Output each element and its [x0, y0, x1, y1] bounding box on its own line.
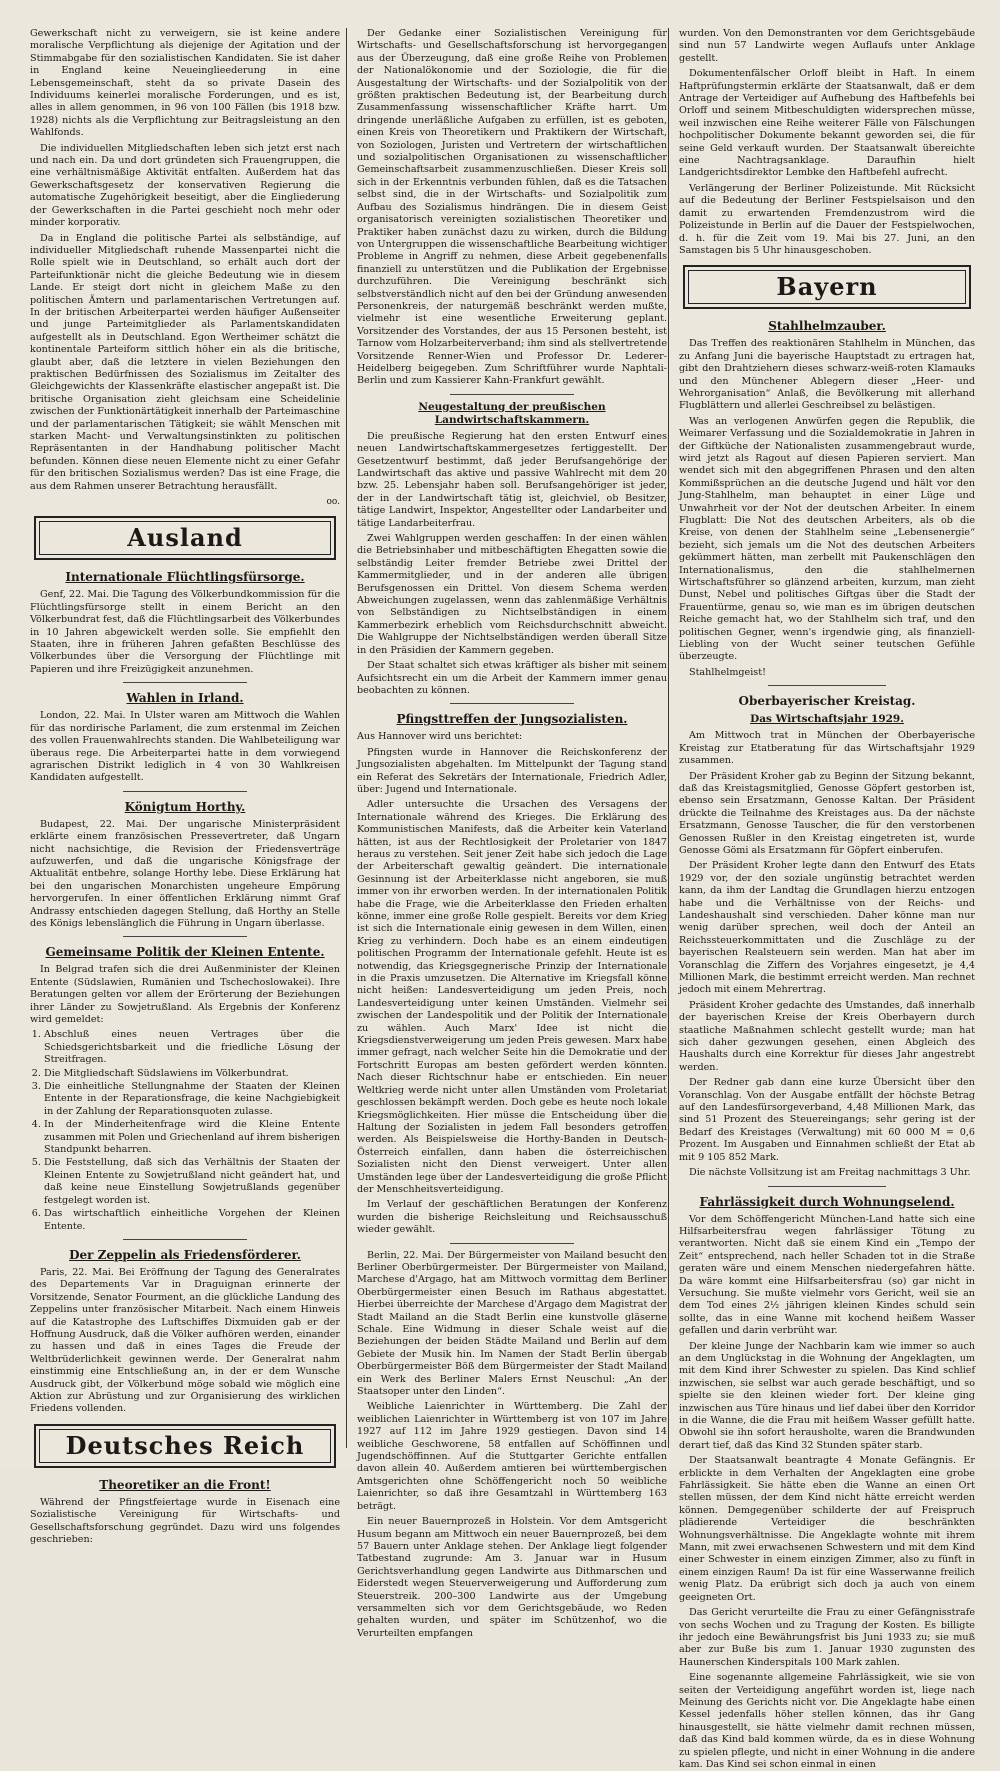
- article-text: Budapest, 22. Mai. Der ungarische Ministerpräsident erklärte einem französischen Pressevertreter, daß Ungarn nicht nachsichtige, die Revision der Friedensverträge aufzuwerfen, und daß die ungarische Königsfrage der Aktualität entbehre, solange Horthy lebe. Diese Erklärung hat bei den ungarischen Monarchisten ungeheure Empörung hervorgerufen. In einer öffentlichen Erklärung nimmt Graf Andrassy entschieden dagegen Stellung, daß Horthy an Stelle des Königs lebenslänglich die Führung in Ungarn überlasse.: [30, 818, 340, 929]
- article-text: Paris, 22. Mai. Bei Eröffnung der Tagung des Generalrates des Departements Var in Draguignan erinnerte der Vorsitzende, Senator Fourment, an die glückliche Landung des Zeppelins unter französischer Mitarbeit. Nach einem Hinweis auf die Katastrophe des Luftschiffes Dixmuiden gab er der Hoffnung Ausdruck, daß die Völker aufhören werden, einander zu hassen und daß in eines Tages die Freude der Weltbrüderlichkeit gewinnen werde. Der Generalrat nahm einstimmig eine Entschließung an, in der er dem Wunsche Ausdruck gibt, der Völkerbund möge sobald wie möglich eine Aktion zur Abrüstung und zur Organisierung des wirklichen Friedens vollenden.: [30, 1266, 340, 1415]
- article-text: Pfingsten wurde in Hannover die Reichskonferenz der Jungsozialisten abgehalten. Im Mittelpunkt der Tagung stand ein Referat des Sekretärs der Internationale, Friedrich Adler, über: Jugend und Internationale.: [357, 746, 667, 795]
- intro-paragraph: Gewerkschaft nicht zu verweigern, sie ist keine andere moralische Verpflichtung als diejenige der Agitation und der Stimmabgabe für den sozialistischen Kandidaten. Sie ist daher in England keine Neueinglieederung in eine Lebensgemeinschaft, steht da so private Dasein des Individuums keinerlei moralische Forderungen, und es ist, alles in allem genommen, in 96 von 100 Fällen (bis 1918 bzw. 1928) nichts als die Verpflichtung zur Beitragsleistung an den Wahlfonds.: [30, 28, 340, 139]
- article-text: Im Verlauf der geschäftlichen Beratungen der Konferenz wurden die bisherige Reichsleitung und Reichsausschuß wieder gewählt.: [357, 1199, 667, 1236]
- article-text: Der Redner gab dann eine kurze Übersicht über den Voranschlag. Von der Ausgabe entfällt der höchste Betrag auf den Landesfürsorgeverband, 4,48 Millionen Mark, das sind 51 Prozent des Steuereingangs; sehr gering ist der Bedarf des Kreistages (Verwaltung) mit 60 000 M = 0,6 Prozent. Im Ausgaben und Einnahmen schließt der Etat ab mit 9 105 852 Mark.: [679, 1077, 975, 1163]
- article-text: Der Präsident Kroher legte dann den Entwurf des Etats 1929 vor, der den soziale ungünstig betrachtet werden kann, da ihm der Landtag die Grundlagen hierzu entzogen habe und die Verhältnisse von der Reichs- und Landeshaushalt sind verschieden. Daher könne man nur wenig darüber sprechen, weil doch der Anteil an Reichssteuerkommittaten und die Zuschläge zu der bayerischen Realsteuern sein werden. Man hat aber im Voranschlag die Ziffern des Vorjahres eingesetzt, je 4,4 Millionen Mark, die bestimmt erreicht werden. Man rechnet jedoch mit einem Mehrertrag.: [679, 860, 975, 996]
- article-title: Königtum Horthy.: [124, 799, 246, 814]
- section-title: Deutsches Reich: [65, 1430, 305, 1460]
- news-item: wurden. Von den Demonstranten vor dem Gerichtsgebäude sind nun 57 Landwirte wegen Auflaufs unter Anklage gestellt.: [679, 28, 975, 64]
- news-item: Berlin, 22. Mai. Der Bürgermeister von Mailand besucht den Berliner Oberbürgermeister. Der Bürgermeister von Mailand, Marchese d'Argago, hat am Mittwoch vormittag dem Berliner Oberbürgermeister einen Besuch im Rathaus abgestattet. Hierbei überreichte der Marchese d'Argago dem Magistrat der Stadt Mailand an die Stadt Berlin eine kunstvolle gläserne Schale. Eine Widmung in dieser Schale weist auf die Beziehungen der beiden Städte Mailand und Berlin auf dem Gebiete der Musik hin. Im Namen der Stadt Berlin übergab Oberbürgermeister Böß dem Bürgermeister der Stadt Mailand ein Werk des Berliner Malers Ernst Neuschul: „An der Staatsoper unter den Linden“.: [357, 1249, 667, 1398]
- article-title: Gemeinsame Politik der Kleinen Entente.: [45, 945, 325, 960]
- article-text: Vor dem Schöffengericht München-Land hatte sich eine Hilfsarbeitersfrau wegen fahrlässiger Tötung zu verantworten. Nicht daß sie einem Kind ein „Tempo der Zeit“ entsprechend, nach heller Schaden tot in die Straße geraten wäre und einem Menschen niedergefahren hätte. Da wäre kommt eine Hilfsarbeitersfrau (so) gar nicht in Versuchung. Sie mußte vielmehr vors Gericht, weil sie an dem Tod eines 2½ jährigen kleinen Kindes schuld sein sollte, das in eine Wanne mit kochend heißem Wasser gefallen und darin verbrüht war.: [679, 1213, 975, 1337]
- article-text: Das Treffen des reaktionären Stahlhelm in München, das zu Anfang Juni die bayerische Hauptstadt zu ertragen hat, gibt den Drahtziehern dieses schwarz-weiß-roten Klamauks und den Münchener Ablegern dieser „Heer- und Wehrorganisation“ Anlaß, die Bevölkerung mit allerhand Flugblättern und allerlei Geschreibsel zu belästigen.: [679, 338, 975, 412]
- news-item: Dokumentenfälscher Orloff bleibt in Haft. In einem Haftprüfungstermin erklärte der Staatsanwalt, daß er dem Antrage der Verteidiger auf Aufhebung des Haftbefehls bei Orloff und seinem Mitbeschuldigten widersprechen müsse, weil inzwischen eine Reihe weiterer Fälle von Fälschungen hochpolitischer Dokumente bekannt geworden sei, die für seine Geld verkauft wurden. Der Staatsanwalt übereichte eine Nachtragsanklage. Daraufhin hielt Landgerichtsdirektor Lembke den Haftbefehl aufrecht.: [679, 68, 975, 179]
- column-right: [679, 28, 975, 1770]
- article-text: Die preußische Regierung hat den ersten Entwurf eines neuen Landwirtschaftskammergesetzes fertiggestellt. Der Gesetzentwurf bestimmt, daß jeder Berufsangehörige der Landwirtschaft das aktive und passive Wahlrecht mit dem 20 bzw. 25. Lebensjahr haben soll. Berufsangehöriger ist jeder, der in der Landwirtschaft tätig ist, gleichviel, ob Besitzer, tätige Landwirt, Inspektor, Angestellter oder Landarbeiter und tätige Landarbeiterfrau.: [357, 430, 667, 529]
- article-title: Stahlhelmzauber.: [768, 319, 886, 334]
- divider: [450, 703, 574, 704]
- article-title: Der Zeppelin als Friedensförderer.: [69, 1247, 301, 1262]
- column-rule: [668, 28, 669, 1448]
- article-title: Internationale Flüchtlingsfürsorge.: [65, 570, 305, 585]
- article-text: Stahlhelmgeist!: [689, 666, 766, 678]
- news-item: Ein neuer Bauernprozeß in Holstein. Vor dem Amtsgericht Husum begann am Mittwoch ein neuer Bauernprozeß, bei dem 57 Bauern unter Anklage stehen. Der Anklage liegt folgender Tatbestand zugrunde: Am 3. Januar war in Husum Gerichtsverhandlung gegen Landwirte aus Dithmarschen und Eiderstedt wegen Steuerverweigerung und Aufforderung zum Steuerstreik. 200–300 Landwirte aus der Umgebung versammelten sich vor dem Gerichtsgebäude, wo Reden gehalten wurden, und später im Schützenhof, wo die Verurteilten empfangen: [357, 1516, 667, 1639]
- article-text: Eine sogenannte allgemeine Fahrlässigkeit, wie sie von seiten der Verteidigung angeführt worden ist, liege nach Meinung des Gerichts nicht vor. Die Angeklagte habe einen Kessel jedenfalls höher stellen können, das ihr Gang hinausgestellt, sie hätte vielmehr damit rechnen müssen, daß das Kind bald kommen würde, da es in diese Wohnung zu spielen pflegte, und nicht in einer Wohnung in die andere kam. Das Kind sei schon einmal in einen: [679, 1672, 975, 1770]
- divider: [450, 1243, 574, 1244]
- article-text: Der Staat schaltet sich etwas kräftiger als bisher mit seinem Aufsichtsrecht ein um die Arbeit der Kammern immer genau beobachten zu können.: [357, 660, 667, 696]
- article-text: Der Gedanke einer Sozialistischen Vereinigung für Wirtschafts- und Gesellschaftsforschung ist hervorgegangen aus der Überzeugung, daß eine große Reihe von Problemen der Nationalökonomie und der Soziologie, die für die Ausgestaltung der Wirtschafts- und der Sozialpolitik von der größten praktischen Bedeutung ist, der Bearbeitung durch Zusammenfassung wissenschaftlicher Kräfte harrt. Um dringende unerläßliche Aufgaben zu erfüllen, ist es geboten, einen Kreis von Theoretikern und Praktikern der Wirtschaft, von Soziologen, Juristen und Vertretern der wirtschaftlichen und sozialpolitischen Organisationen zu wissenschaftlicher Gemeinschaftsarbeit zusammenzuschließen. Dieser Kreis soll sich in der Erkenntnis verbunden fühlen, daß es die Tatsachen selbst sind, die in der Wirtschafts- und Sozialpolitik zum Aufbau des Sozialismus hindrängen. Die in diesem Geist organisatorisch vereinigten sozialistischen Theoretiker und Praktiker haben zunächst dazu zu wirken, durch die Bildung von Untergruppen die wissenschaftliche Bearbeitung wichtiger Probleme in Angriff zu nehmen, diese Arbeit gegebenenfalls finanziell zu unterstützen und die Publikation der Ergebnisse durchzuführen. Die Vereinigung beschränkt sich selbstverständlich nicht auf den bei der Gründung anwesenden Personenkreis, der naturgemäß beschränkt werden mußte, vielmehr ist eine wesentliche Erweiterung geplant. Vorsitzender des Vorstandes, der aus 15 Personen besteht, ist Tarnow vom Holzarbeiterverband; ihm sind als stellvertretende Vorsitzende Renner-Wien und Professor Dr. Lederer-Heidelberg beigegeben. Zum Schriftführer wurde Naphtali-Berlin und zum Kassierer Kahn-Frankfurt gewählt.: [357, 28, 667, 387]
- article-title: Fahrlässigkeit durch Wohnungselend.: [699, 1194, 955, 1209]
- news-item: Weibliche Laienrichter in Württemberg. Die Zahl der weiblichen Laienrichter in Württemberg ist von 107 im Jahre 1927 auf 112 im Jahre 1929 gestiegen. Davon sind 14 weibliche Geschworene, 58 entfallen auf Schöffinnen und Jugendschöffinnen. Auf die Stuttgarter Gerichte entfallen davon allein 40. Außerdem amtieren bei württembergischen Amtsgerichten ohne Schöffengericht noch 50 weibliche Laienrichter, so daß ihre Gesamtzahl in Württemberg 163 beträgt.: [357, 1401, 667, 1512]
- list-item: 2. Die Mitgliedschaft Südslawiens im Völkerbundrat.: [44, 1068, 340, 1080]
- divider: [123, 1239, 247, 1240]
- section-title: Ausland: [127, 523, 243, 553]
- article-text: Der kleine Junge der Nachbarin kam wie immer so auch an dem Unglückstag in die Wohnung der Angeklagten, um mit dem Kind ihrer Schwester zu spielen. Das Kind schlief inzwischen, sie selbst war auch gerade beschäftigt, und so spielte sie den kleinen wieder fort. Der kleine ging inzwischen aus Türe hinaus und lief dabei über den Korridor in die Wanne, die die Frau mit heißem Wasser gefüllt hatte. Obwohl sie ihn sofort herausholte, waren die Brandwunden derart tief, daß das Kind 32 Stunden später starb.: [679, 1340, 975, 1451]
- article-text: London, 22. Mai. In Ulster waren am Mittwoch die Wahlen für das nordirische Parlament, die zum erstenmal im Zeichen des vollen Frauenwahlrechts standen. Die Wahlbeteiligung war überaus rege. Die Arbeiterpartei hatte in dem vorwiegend agrarischen Distrikt lediglich in 4 von 30 Wahlkreisen Kandidaten aufgestellt.: [30, 710, 340, 784]
- section-title: Bayern: [776, 272, 878, 302]
- article-title: Neugestaltung der preußischen Landwirtschaftskammern.: [418, 400, 606, 426]
- resolution-list: [30, 1029, 340, 1233]
- column-rule: [346, 28, 347, 1448]
- article-text: Das Gericht verurteilte die Frau zu einer Gefängnisstrafe von sechs Wochen und zu Tragung der Kosten. Es billigte ihr jedoch eine Bewährungsfrist bis Juni 1933 zu; sie muß aber zur Buße bis zum 1. Januar 1930 zugunsten des Haunerschen Kinderspitals 100 Mark zahlen.: [679, 1607, 975, 1668]
- article-text: Der Staatsanwalt beantragte 4 Monate Gefängnis. Er erblickte in dem Verhalten der Angeklagten eine grobe Fahrlässigkeit. Sie hätte eben die Wanne an einen Ort stellen müssen, der dem Kind nicht hätte erreicht werden können. Demgegenüber schilderte der auf Freispruch plädierende Verteidiger die beschränkten Wohnungsverhältnisse. Die Angeklagte wohnte mit ihrem Mann, mit zwei erwachsenen Schwestern und mit dem Kind einer Schwester in einem einzigen Zimmer, also zu fünft in einem einzigen Raum! Da ist für eine Wasserwanne freilich wenig Platz. Da erübrigt sich doch ja auch von einem geeigneten Ort.: [679, 1455, 975, 1603]
- list-item: 3. Die einheitliche Stellungnahme der Staaten der Kleinen Entente in der Reparationsfrage, die keine Nachgiebigkeit in der Zahlung der Reparationsquoten zulasse.: [44, 1081, 340, 1118]
- article-subtitle: Das Wirtschaftsjahr 1929.: [750, 713, 904, 726]
- article-title: Pfingsttreffen der Jungsozialisten.: [396, 712, 628, 727]
- section-header-ausland: [34, 516, 336, 560]
- article-text: Präsident Kroher gedachte des Umstandes, daß innerhalb der bayerischen Kreise der Kreis Oberbayern durch staatliche Maßnahmen schlecht gestellt wurde; man hat sich daher gezwungen gesehen, einen Abgleich des Haushalts durch eine Korrektur für dieses Jahr angestrebt werden.: [679, 999, 975, 1073]
- list-item: 6. Das wirtschaftlich einheitliche Vorgehen der Kleinen Entente.: [44, 1208, 340, 1233]
- divider: [768, 685, 886, 686]
- article-text: Adler untersuchte die Ursachen des Versagens der Internationale während des Krieges. Die Erklärung des Kommunistischen Manifests, daß die Arbeiter kein Vaterland hätten, ist aus der Rechtlosigkeit der Proletarier von 1847 heraus zu verstehen. Seit jener Zeit habe sich jedoch die Lage der Arbeiterschaft gewaltig geändert. Die internationale Gesinnung ist der Arbeiterklasse nicht angeboren, sie muß immer von ihr erworben werden. In der internationalen Politik habe die Frage, wie die Arbeiterklasse den Frieden erhalten könne, immer eine große Rolle gespielt. Bereits vor dem Krieg ist sich die Internationale einig gewesen in dem Willen, einen Krieg zu verhindern. Doch habe es an einem eindeutigen politischen Programm der Internationale gefehlt. Heute ist es notwendig, das Kriegsgegnerische Prinzip der Internationale in die Praxis umzusetzen. Die Alternative im Kriegsfall könne nicht heißen: Landesverteidigung um jeden Preis, noch Landesverteidigung unter keinen Umständen. Vielmehr sei zwischen der Landespolitik und der Politik der Internationale zu wählen. Auch Marx' Idee ist nicht die Kriegsdienstverweigerung um jeden Preis gewesen. Marx habe immer gefragt, nach welcher Seite hin die Demokratie und der Fortschritt Europas am besten gefördert werden könnten. Nach dieser Richtschnur habe er entschieden. Ein neuer Weltkrieg werde nicht unter allen Umständen vom Proletariat geschlossen bekämpft werden. Doch gebe es heute noch lokale Kriegsmöglichkeiten. Hier müsse die Entscheidung über die Haltung der Sozialisten in jedem Fall besonders getroffen werden. Als Beispielsweise die Horthy-Banden in Deutsch-Österreich einfallen, dann haben die österreichischen Sozialisten nicht den Dienst verweigert. Unter allen Umständen lege über der Landesverteidigung die große Pflicht der Menschheitsverteidigung.: [357, 799, 667, 1195]
- article-lead: Aus Hannover wird uns berichtet:: [357, 731, 523, 743]
- divider: [450, 394, 574, 395]
- article-title: Oberbayerischer Kreistag.: [738, 694, 916, 709]
- divider: [768, 1186, 886, 1187]
- column-middle: [357, 28, 667, 1639]
- article-text: In Belgrad trafen sich die drei Außenminister der Kleinen Entente (Südslawien, Rumänien und Tschechoslowakei). Ihre Beratungen gelten vor allem der Erörterung der Beziehungen ihrer Länder zu Sowjetrußland. Als Ergebnis der Konferenz wird gemeldet:: [30, 964, 340, 1025]
- intro-paragraph: Da in England die politische Partei als selbständige, auf individueller Mitgliedschaft ruhende Massenpartei nicht die Rolle spielt wie in Deutschland, so erhält auch dort der Parteifunktionär nicht die gleiche Bedeutung wie in diesem Lande. Er steigt dort nicht in gleichem Maße zu den politischen Ämtern und parlamentarischen Vertretungen auf. In der britischen Arbeiterpartei werden häufiger Außenseiter und junge Parteimitglieder als Parlamentskandidaten aufgestellt als in Deutschland. Egon Wertheimer schätzt die kontinentale Parteiform sittlich höher ein als die britische, glaubt aber, daß die letztere in vielen Beziehungen den praktischen Bedürfnissen des Sozialismus im Zeitalter des Gleichgewichts der Klassenkräfte elastischer angepaßt ist. Die britische Organisation zieht gleichsam eine Scheidelinie zwischen der Funktionärtätigkeit innerhalb der Parteimaschine und der parlamentarischen Tätigkeit; sie wählt Menschen mit starken Macht- und Verwaltungsinstinkten zu politischen Repräsentanten in der Handhabung politischer Macht befunden. Können diese neuen Elemente nicht zu einer Gefahr für den britischen Sozialismus werden? Das ist eine Frage, die aus dem Rahmen unserer Betrachtung herausfällt.: [30, 232, 340, 492]
- divider: [123, 791, 247, 792]
- divider: [123, 682, 247, 683]
- section-header-deutsches-reich: [34, 1424, 336, 1468]
- divider: [123, 936, 247, 937]
- article-text: Der Präsident Kroher gab zu Beginn der Sitzung bekannt, daß das Kreistagsmitglied, Genosse Göpfert gestorben ist, ebenso sein Ersatzmann, Genosse Kaltan. Der Präsident drückte die Teilnahme des Kreistages aus. Da der nächste Ersatzmann, Genosse Tauscher, die für den verstorbenen Genossen Rußler in den Kreistag eingetreten ist, wurde Genosse Gömi als Ersatzmann für Göpfert einberufen.: [679, 770, 975, 856]
- article-end-mark: oo.: [326, 497, 340, 508]
- article-text: Am Mittwoch trat in München der Oberbayerische Kreistag zur Etatberatung für das Wirtschaftsjahr 1929 zusammen.: [679, 730, 975, 767]
- list-item: 4. In der Minderheitenfrage wird die Kleine Entente zusammen mit Polen und Griechenland auf ihrem bisherigen Standpunkt beharren.: [44, 1119, 340, 1156]
- intro-paragraph: Die individuellen Mitgliedschaften leben sich jetzt erst nach und nach ein. Da und dort gründeten sich Frauengruppen, die eine verhältnismäßige Aktivität entfalten. Außerdem hat das Gewerkschaftsgesetz der konservativen Regierung die automatische Zugehörigkeit beseitigt, aber die Eingliederung der Gewerkschaften in die Partei geschieht noch mehr oder minder korporativ.: [30, 142, 340, 229]
- article-text: Was an verlogenen Anwürfen gegen die Republik, die Weimarer Verfassung und die Sozialdemokratie in Jahren in der Giftküche der Nationalisten zusammengebraut wurde, wird jetzt als Ragout auf diesen Papieren serviert. Man wendet sich mit den abgegriffenen Phrasen und den alten Kommißsprüchen an die deutsche Jugend und hält vor den Jung-Stahlhelm, man behauptet in einer Lüge und Unwahrheit vor der Not der deutschen Arbeiter. In einem Flugblatt: Die Not des deutschen Arbeiters, als ob die Kreise, von denen der Stahlhelm seine „Lebensenergie“ bezieht, sich jemals um die Not des deutschen Arbeiters gekümmert hätten, man zerbellt mit Paukenschlägen den Internationalismus, den die stahlhelmernen Wirtschaftsführer so glänzend arbeiten, kurzum, man zieht Dunst, Nebel und politisches Giftgas über die Stadt der Frauentürme, genau so, wie man es im übrigen deutschen Reiche gemacht hat, wo der Stahlhelm sich traf, und den politischen Gegner, wenn's irgendwie ging, als finanziell-Liebling von der Wucht seiner teutschen Gefühle überzeugte.: [679, 415, 975, 663]
- column-left: [30, 28, 340, 1545]
- news-item: Verlängerung der Berliner Polizeistunde. Mit Rücksicht auf die Bedeutung der Berliner Festspielsaison und den damit zu erwartenden Fremdenzustrom wird die Polizeistunde in Berlin auf die Dauer der Festspielwochen, d. h. für die Zeit vom 19. Mai bis 27. Juni, an den Samstagen bis 5 Uhr hinausgeschoben.: [679, 182, 975, 256]
- article-text: Die nächste Vollsitzung ist am Freitag nachmittags 3 Uhr.: [689, 1167, 971, 1179]
- article-title: Theoretiker an die Front!: [99, 1477, 271, 1492]
- list-item: 5. Die Feststellung, daß sich das Verhältnis der Staaten der Kleinen Entente zu Sowjetrußland nicht geändert hat, und daß keine neue Einstellung Sowjetrußlands gegenüber festgelegt worden ist.: [44, 1157, 340, 1207]
- article-text: Genf, 22. Mai. Die Tagung des Völkerbundkommission für die Flüchtlingsfürsorge stellt in einem Bericht an den Völkerbundrat fest, daß die Flüchtlingsarbeit des Völkerbundes in 10 Jahren abgewickelt werden solle. Sie empfiehlt den Staaten, ihre in früheren Jahren gefaßten Beschlüsse des Völkerbundes über die Versorgung der Flüchtlinge mit Papieren und ihre Freizügigkeit anzunehmen.: [30, 589, 340, 675]
- article-text: Während der Pfingstfeiertage wurde in Eisenach eine Sozialistische Vereinigung für Wirtschafts- und Gesellschaftsforschung gegründet. Dazu wird uns folgendes geschrieben:: [30, 1496, 340, 1545]
- article-text: Zwei Wahlgruppen werden geschaffen: In der einen wählen die Betriebsinhaber und mitbeschäftigten Ehegatten sowie die selbständig Leiter fremder Betriebe zwei Drittel der Kammermitglieder, und in der anderen alle übrigen Berufsgenossen ein Drittel. Von diesem Schema werden Abweichungen zugelassen, wenn das zahlenmäßige Verhältnis von Selbständigen zu Nichtselbständigen in einem Kammerbezirk erheblich vom Reichsdurchschnitt abweicht. Die Wahlgruppe der Nichtselbständigen werden überall Sitze in den Präsidien der Kammern gegeben.: [357, 533, 667, 656]
- article-title: Wahlen in Irland.: [126, 691, 244, 706]
- list-item: 1. Abschluß eines neuen Vertrages über die Schiedsgerichtsbarkeit und die friedliche Lösung der Streitfragen.: [44, 1029, 340, 1066]
- section-header-bayern: [683, 265, 971, 309]
